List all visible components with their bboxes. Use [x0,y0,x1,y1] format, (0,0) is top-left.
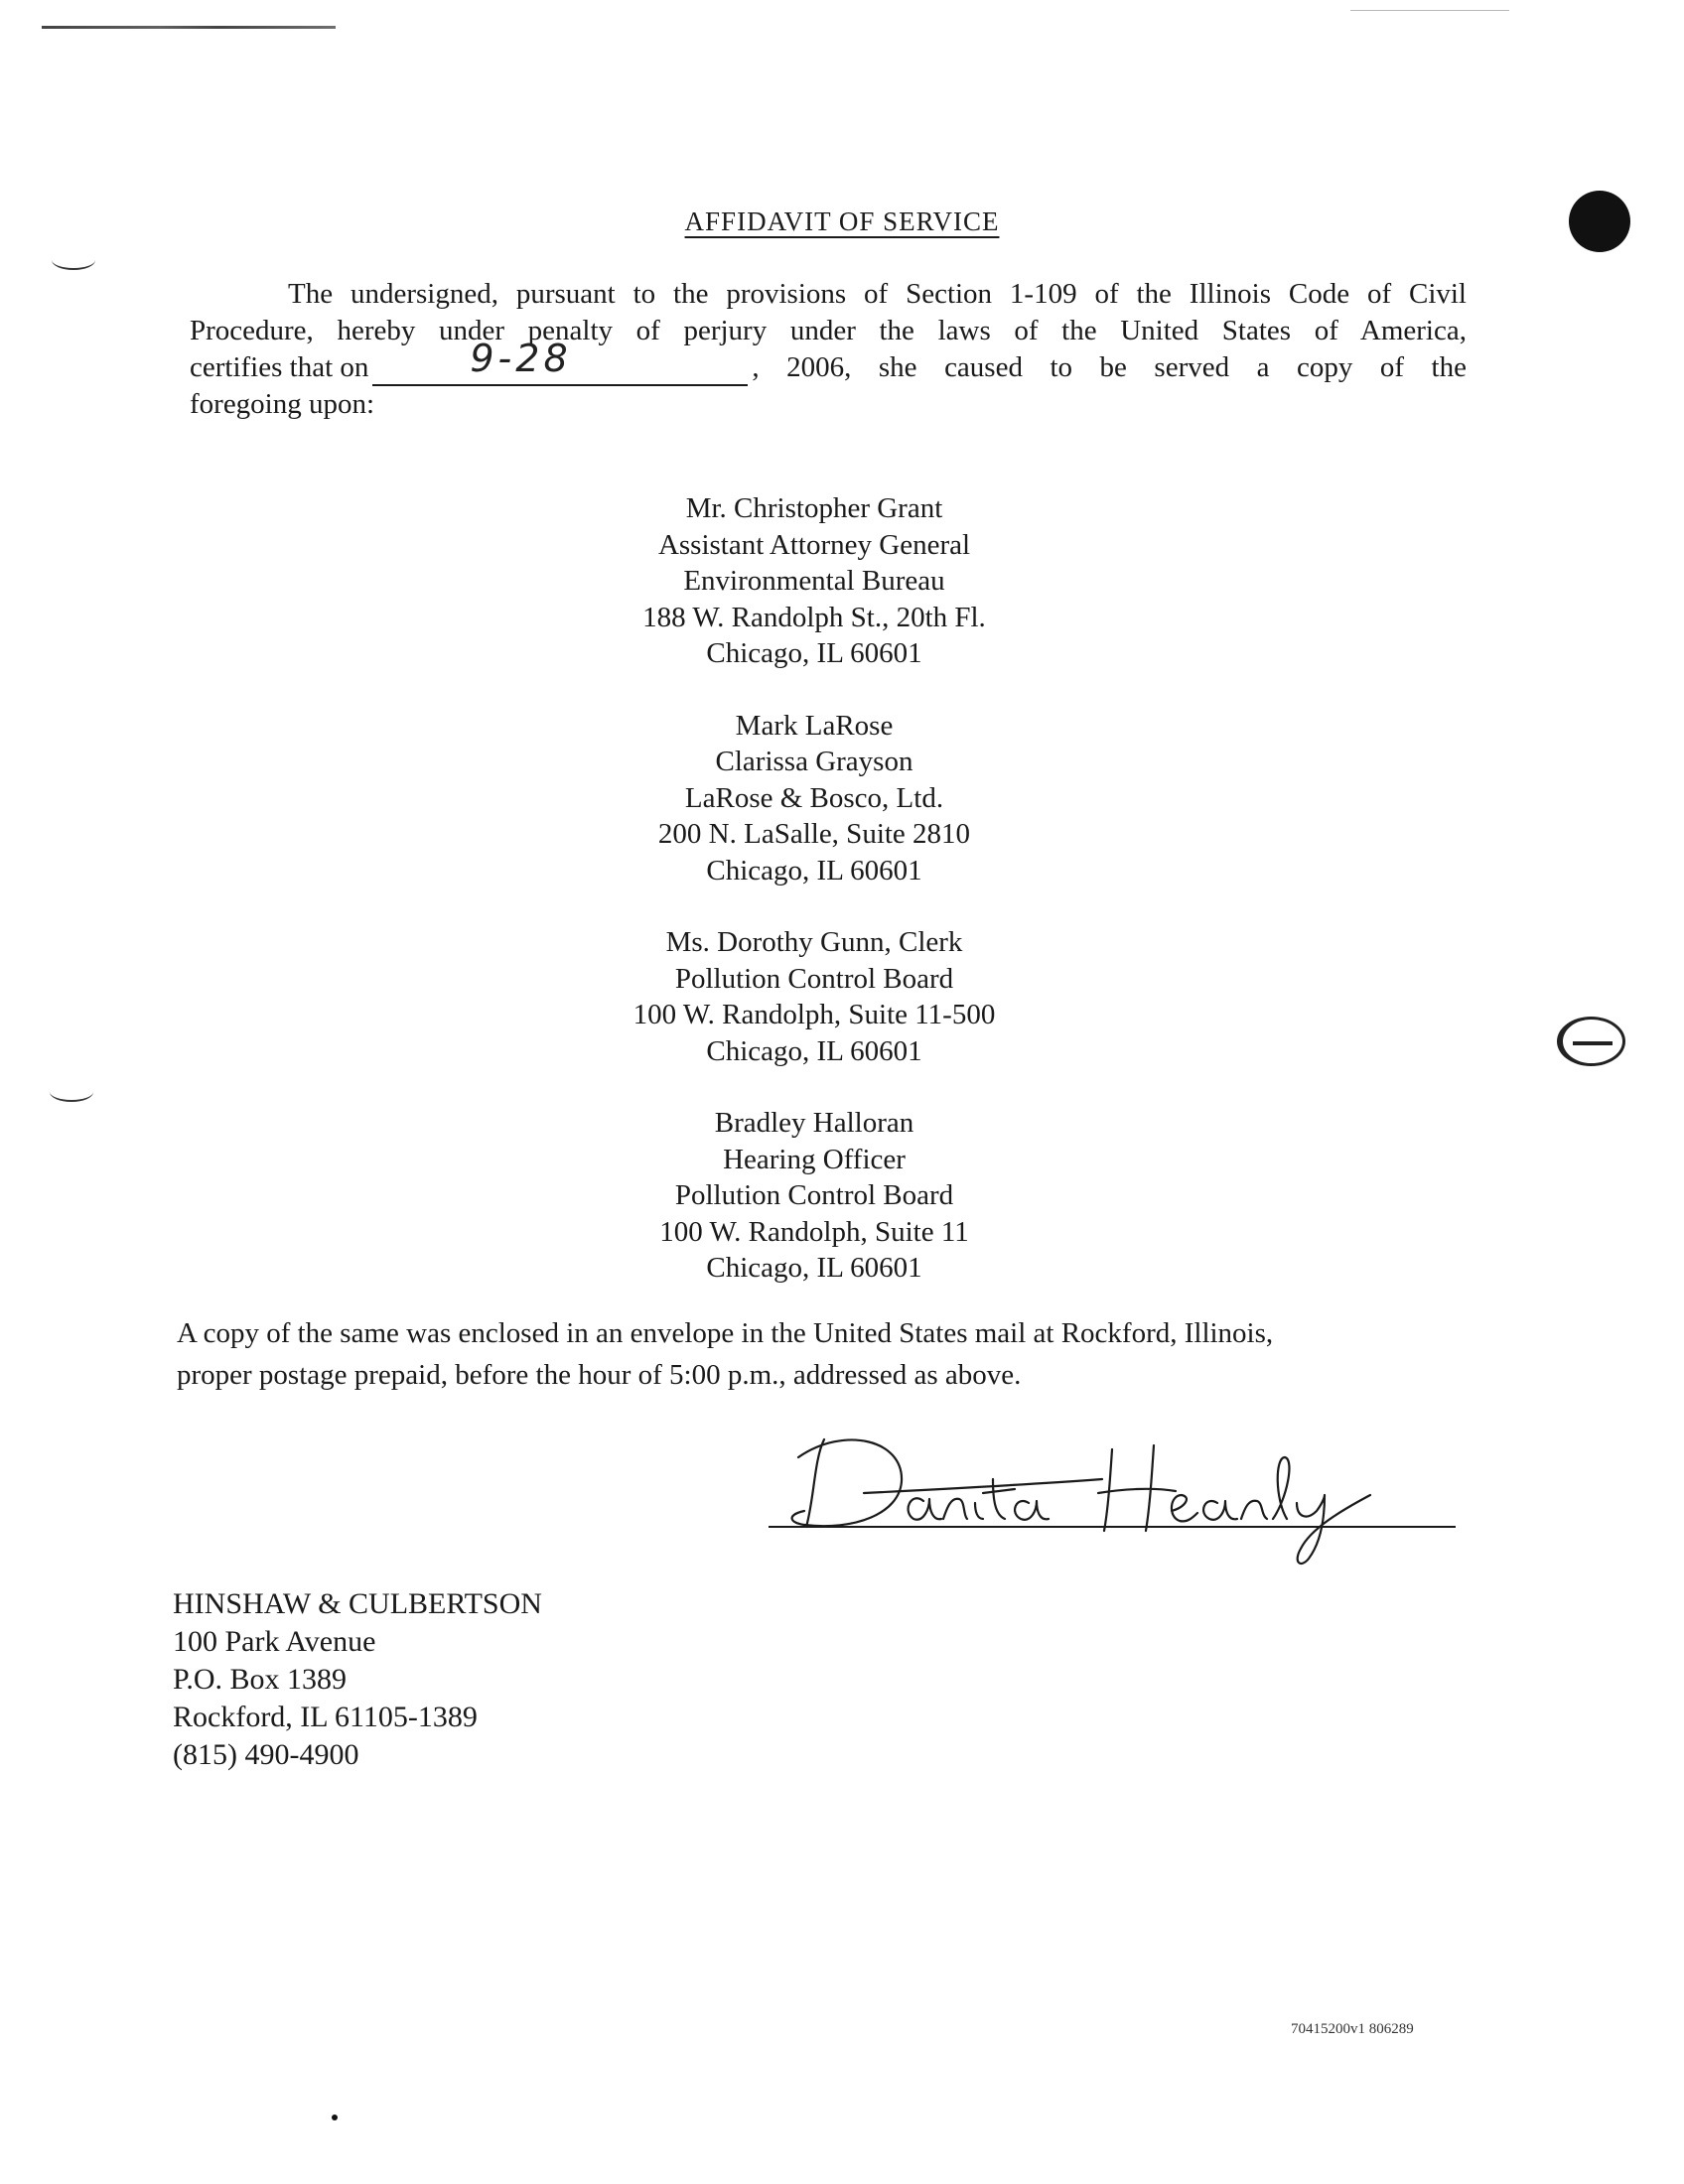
recipient-line: 200 N. LaSalle, Suite 2810 [657,818,971,850]
intro-line-3-after: , 2006, she caused to be served a copy of the [752,351,1467,383]
recipient-line: Mr. Christopher Grant [685,492,943,524]
scan-artifact-rule [42,26,336,29]
handwritten-date: 9-28 [470,337,572,380]
firm-phone: (815) 490-4900 [173,1738,359,1771]
margin-mark-top [52,250,95,270]
date-blank [372,337,748,386]
firm-address-block [173,1585,542,1774]
intro-line-3-before: certifies that on [190,351,369,383]
recipient-line: Pollution Control Board [674,962,954,995]
firm-name: HINSHAW & CULBERTSON [173,1587,542,1620]
recipients-list [0,490,1628,1322]
closing-line-1: A copy of the same was enclosed in an envelope in the United States mail at Rockford, Illinois, [177,1317,1274,1349]
firm-address-2: P.O. Box 1389 [173,1663,348,1696]
recipient-line: Hearing Officer [723,1143,906,1175]
recipient-block [0,490,1628,672]
intro-paragraph [190,276,1467,423]
document-title: AFFIDAVIT OF SERVICE [684,206,1000,236]
signature-name: Danita Hearly [784,1420,790,1421]
recipient-line: Pollution Control Board [674,1179,954,1211]
recipient-line: Environmental Bureau [683,565,945,597]
intro-line-3 [190,337,1467,386]
recipient-line: 100 W. Randolph, Suite 11-500 [632,999,996,1030]
handwritten-signature [784,1420,1440,1569]
recipient-line: Mark LaRose [735,709,894,742]
recipient-line: LaRose & Bosco, Ltd. [684,781,944,814]
recipient-line: Chicago, IL 60601 [706,637,922,669]
intro-line-2: Procedure, hereby under penalty of perjury under the laws of the United States of America, [190,315,1467,346]
closing-line-2: proper postage prepaid, before the hour of 5:00 p.m., addressed as above. [177,1359,1022,1391]
recipient-line: Ms. Dorothy Gunn, Clerk [665,926,963,958]
recipient-line: 188 W. Randolph St., 20th Fl. [642,601,986,633]
intro-line-4: foregoing upon: [190,388,375,420]
recipient-line: Chicago, IL 60601 [706,1034,922,1067]
recipient-block [0,1105,1628,1287]
recipient-line: 100 W. Randolph, Suite 11 [659,1215,969,1248]
firm-address-1: 100 Park Avenue [173,1625,376,1658]
closing-paragraph [177,1312,1464,1396]
document-id: 70415200v1 806289 [1291,2021,1414,2037]
recipient-line: Clarissa Grayson [715,746,913,777]
recipient-line: Chicago, IL 60601 [706,1252,922,1284]
intro-line-1: The undersigned, pursuant to the provisions of Section 1-109 of the Illinois Code of Civil [288,278,1467,310]
scan-artifact-tick [1350,10,1509,11]
scan-artifact-dot [332,2115,338,2120]
signature-line [769,1526,1456,1528]
recipient-line: Chicago, IL 60601 [706,854,922,887]
recipient-line: Assistant Attorney General [657,528,971,561]
firm-city: Rockford, IL 61105-1389 [173,1701,478,1733]
recipient-line: Bradley Halloran [714,1107,914,1139]
recipient-block [0,924,1628,1069]
recipient-block [0,708,1628,889]
